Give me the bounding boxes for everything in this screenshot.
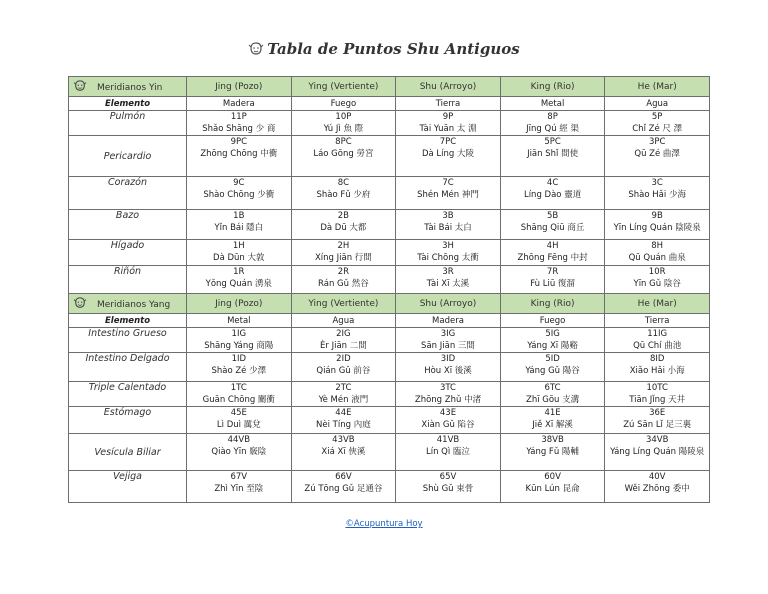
point-cell: [396, 136, 501, 177]
point-code: 41VB: [436, 435, 460, 445]
point-name: Qū Chí 曲池: [633, 341, 682, 351]
point-code: 11IG: [647, 329, 668, 339]
column-header: Shu (Arroyo): [396, 294, 501, 314]
point-code: 7C: [442, 178, 454, 188]
point-name: Jīng Qú 經 渠: [526, 124, 579, 134]
point-code: 36E: [649, 408, 666, 418]
point-code: 10TC: [646, 383, 668, 393]
meridian-name: Intestino Grueso: [69, 328, 187, 353]
point-code: 8C: [337, 178, 350, 188]
point-code: 38VB: [541, 435, 564, 445]
meridian-name: Triple Calentado: [69, 382, 187, 407]
face-icon: [248, 42, 264, 56]
yang-section-label: [69, 294, 187, 314]
point-cell: [500, 382, 605, 407]
point-name: Shǎo Shāng 少 商: [202, 124, 276, 134]
point-name: Shén Mén 神門: [417, 190, 479, 200]
point-name: Shù Gǔ 束骨: [422, 484, 474, 494]
table-row: [69, 240, 710, 266]
yin-header-row: [69, 77, 710, 97]
point-code: 4C: [546, 178, 559, 188]
element-cell: Madera: [187, 97, 292, 111]
point-code: 5B: [546, 211, 559, 221]
point-cell: [187, 266, 292, 294]
point-cell: [396, 210, 501, 240]
table-row: [69, 382, 710, 407]
table-row: [69, 210, 710, 240]
point-code: 1R: [233, 267, 245, 277]
point-code: 1B: [233, 211, 245, 221]
point-cell: [500, 240, 605, 266]
yin-elements-row: [69, 97, 710, 111]
point-cell: [500, 177, 605, 210]
point-name: Jiān Shǐ 間使: [527, 149, 579, 159]
point-name: Qiào Yīn 竅陰: [211, 447, 267, 457]
point-name: Dà Líng 大陵: [421, 149, 474, 159]
column-header: Shu (Arroyo): [396, 77, 501, 97]
meridian-name: Hígado: [69, 240, 187, 266]
point-code: 3TC: [439, 383, 456, 393]
point-code: 5IG: [545, 329, 560, 339]
column-header: Jing (Pozo): [187, 294, 292, 314]
point-cell: [291, 177, 396, 210]
point-code: 1TC: [230, 383, 247, 393]
point-code: 9P: [442, 112, 454, 122]
point-cell: [187, 353, 292, 382]
point-cell: [500, 407, 605, 434]
point-code: 44VB: [227, 435, 251, 445]
meridian-name: Pericardio: [69, 136, 187, 177]
point-cell: [605, 177, 710, 210]
point-cell: [396, 353, 501, 382]
point-code: 65V: [439, 472, 457, 482]
point-cell: [291, 240, 396, 266]
point-code: 2IG: [336, 329, 351, 339]
point-cell: [187, 111, 292, 136]
yang-elements-row: [69, 314, 710, 328]
element-cell: Metal: [500, 97, 605, 111]
point-code: 2R: [337, 267, 350, 277]
point-code: 1IG: [231, 329, 247, 339]
table-row: [69, 353, 710, 382]
point-name: Xiá Xī 俠溪: [321, 447, 366, 457]
point-cell: [500, 136, 605, 177]
point-name: Zú Tōng Gǔ 足通谷: [304, 484, 383, 494]
point-name: Zú Sān Lǐ 足三裏: [623, 420, 692, 430]
point-code: 6TC: [544, 383, 561, 393]
meridian-name: Riñón: [69, 266, 187, 294]
point-code: 9PC: [230, 137, 248, 147]
point-name: Dà Dū 大都: [320, 223, 367, 233]
point-code: 8H: [651, 241, 664, 251]
point-code: 2ID: [336, 354, 351, 364]
point-cell: [500, 353, 605, 382]
point-cell: [500, 434, 605, 471]
point-cell: [396, 111, 501, 136]
point-cell: [396, 328, 501, 353]
point-code: 3R: [442, 267, 454, 277]
point-name: Yīn Líng Quán 陰陵泉: [613, 223, 701, 233]
meridian-name: Corazón: [69, 177, 187, 210]
point-cell: [187, 471, 292, 503]
point-cell: [605, 328, 710, 353]
point-code: 8PC: [335, 137, 352, 147]
point-cell: [187, 382, 292, 407]
point-name: Shāng Yáng 商陽: [204, 341, 274, 351]
point-code: 3B: [442, 211, 454, 221]
table-row: [69, 434, 710, 471]
point-cell: [396, 434, 501, 471]
point-cell: [605, 210, 710, 240]
point-name: Shào Fǔ 少府: [316, 190, 371, 200]
shu-points-table: [68, 76, 710, 503]
point-cell: [396, 177, 501, 210]
element-cell: Metal: [187, 314, 292, 328]
point-cell: [187, 240, 292, 266]
point-name: Yǒng Quán 湧泉: [205, 279, 272, 289]
point-cell: [187, 177, 292, 210]
point-name: Zhì Yīn 至陰: [214, 484, 264, 494]
point-name: Tiān Jǐng 天井: [629, 395, 686, 405]
element-cell: Agua: [291, 314, 396, 328]
point-code: 11P: [230, 112, 247, 122]
point-cell: [291, 266, 396, 294]
point-code: 2H: [337, 241, 350, 251]
point-name: Shào Hǎi 少海: [628, 190, 686, 200]
point-name: Kūn Lún 昆侖: [525, 484, 580, 494]
point-code: 43E: [439, 408, 457, 418]
table-row: [69, 177, 710, 210]
point-name: Jiě Xī 解溪: [532, 420, 573, 430]
point-name: Tài Yuān 太 淵: [419, 124, 477, 134]
point-name: Shào Chōng 少衝: [203, 190, 275, 200]
point-name: Zhōng Zhǔ 中渚: [414, 395, 482, 405]
point-code: 3ID: [440, 354, 456, 364]
column-header: Jing (Pozo): [187, 77, 292, 97]
point-code: 1ID: [231, 354, 247, 364]
point-name: Líng Dào 靈道: [523, 190, 582, 200]
column-header: Ying (Vertiente): [291, 77, 396, 97]
point-code: 9C: [233, 178, 245, 188]
point-name: Zhī Gōu 支溝: [526, 395, 580, 405]
point-code: 5ID: [545, 354, 560, 364]
point-cell: [500, 111, 605, 136]
point-cell: [187, 328, 292, 353]
element-cell: Madera: [396, 314, 501, 328]
point-name: Qū Zé 曲澤: [634, 149, 680, 159]
yin-section-label: [69, 77, 187, 97]
point-cell: [187, 434, 292, 471]
point-name: Hòu Xī 後溪: [424, 366, 472, 376]
point-name: Yáng Xī 陽谿: [527, 341, 578, 351]
point-code: 9B: [651, 211, 663, 221]
column-header: King (Rio): [500, 77, 605, 97]
point-code: 2B: [337, 211, 350, 221]
column-header: King (Rio): [500, 294, 605, 314]
meridian-name: Intestino Delgado: [69, 353, 187, 382]
point-code: 2TC: [335, 383, 352, 393]
point-name: Yáng Líng Quán 陽陵泉: [610, 447, 705, 457]
element-cell: Tierra: [396, 97, 501, 111]
column-header: He (Mar): [605, 294, 710, 314]
table-row: [69, 136, 710, 177]
point-name: Yīn Gǔ 陰谷: [633, 279, 681, 289]
point-cell: [291, 407, 396, 434]
face-icon: [73, 297, 87, 309]
point-cell: [500, 328, 605, 353]
yin-section-label-text: Meridianos Yin: [97, 83, 163, 93]
point-cell: [500, 210, 605, 240]
point-code: 3IG: [440, 329, 456, 339]
point-code: 3PC: [648, 137, 666, 147]
point-cell: [500, 266, 605, 294]
point-code: 67V: [230, 472, 248, 482]
meridian-name: Vejiga: [69, 471, 187, 503]
yang-header-row: [69, 294, 710, 314]
point-name: Qián Gǔ 前谷: [316, 366, 371, 376]
point-name: Tài Xī 太溪: [426, 279, 470, 289]
point-code: 41E: [544, 408, 561, 418]
point-cell: [291, 434, 396, 471]
point-cell: [291, 328, 396, 353]
point-code: 8P: [547, 112, 558, 122]
point-cell: [187, 210, 292, 240]
point-cell: [605, 471, 710, 503]
point-cell: [291, 136, 396, 177]
point-name: Sān Jiān 三間: [421, 341, 475, 351]
point-code: 8ID: [649, 354, 665, 364]
meridian-name: Pulmón: [69, 111, 187, 136]
point-name: Zhōng Fēng 中封: [517, 253, 588, 263]
point-name: Dà Dūn 大敦: [213, 253, 265, 263]
point-code: 4H: [546, 241, 559, 251]
point-cell: [605, 240, 710, 266]
point-cell: [396, 266, 501, 294]
meridian-name: Estómago: [69, 407, 187, 434]
point-name: Shāng Qiū 商丘: [520, 223, 585, 233]
point-code: 45E: [230, 408, 247, 418]
point-cell: [605, 136, 710, 177]
point-cell: [396, 382, 501, 407]
point-code: 10R: [648, 267, 666, 277]
point-cell: [605, 111, 710, 136]
table-row: [69, 266, 710, 294]
point-cell: [605, 434, 710, 471]
point-code: 60V: [544, 472, 561, 482]
point-code: 34VB: [645, 435, 669, 445]
point-name: Zhōng Chōng 中衝: [200, 149, 278, 159]
point-name: Wěi Zhōng 委中: [624, 484, 690, 494]
point-code: 10P: [335, 112, 352, 122]
point-name: Tài Chōng 太衝: [417, 253, 479, 263]
face-icon: [73, 80, 87, 92]
point-cell: [291, 382, 396, 407]
table-row: [69, 328, 710, 353]
point-cell: [187, 136, 292, 177]
table-row: [69, 471, 710, 503]
point-name: Èr Jiān 二間: [320, 341, 367, 351]
point-cell: [396, 240, 501, 266]
element-cell: Fuego: [500, 314, 605, 328]
elements-label: Elemento: [69, 97, 187, 111]
point-code: 5P: [651, 112, 663, 122]
point-name: Tài Bái 太白: [424, 223, 472, 233]
point-cell: [605, 353, 710, 382]
point-name: Lín Qì 臨泣: [426, 447, 470, 457]
point-code: 7R: [546, 267, 559, 277]
point-cell: [605, 382, 710, 407]
element-cell: Agua: [605, 97, 710, 111]
point-name: Yǐn Bái 隱白: [214, 223, 264, 233]
point-cell: [396, 407, 501, 434]
elements-label: Elemento: [69, 314, 187, 328]
meridian-name: Vesícula Biliar: [69, 434, 187, 471]
point-name: Xíng Jiān 行間: [314, 253, 372, 263]
point-name: Chǐ Zé 尺 澤: [632, 124, 683, 134]
point-name: Shào Zé 少澤: [211, 366, 267, 376]
page-title: [0, 40, 768, 58]
point-cell: [291, 353, 396, 382]
element-cell: Fuego: [291, 97, 396, 111]
point-cell: [500, 471, 605, 503]
point-code: 3H: [442, 241, 454, 251]
point-code: 7PC: [439, 137, 457, 147]
meridian-name: Bazo: [69, 210, 187, 240]
point-code: 43VB: [332, 435, 355, 445]
point-cell: [291, 471, 396, 503]
point-code: 5PC: [544, 137, 561, 147]
point-name: Láo Gōng 勞宮: [313, 149, 374, 159]
point-name: Guān Chōng 關衝: [202, 395, 275, 405]
point-name: Lì Duì 厲兌: [216, 420, 261, 430]
point-name: Xiǎo Hǎi 小海: [629, 366, 685, 376]
point-name: Nèi Tíng 內庭: [316, 420, 371, 430]
table-row: [69, 407, 710, 434]
copyright-link[interactable]: ©Acupuntura Hoy: [345, 519, 423, 529]
point-name: Yú Jì 魚 際: [323, 124, 364, 134]
page-title-text: Tabla de Puntos Shu Antiguos: [267, 40, 520, 58]
point-name: Qū Quán 曲泉: [628, 253, 686, 263]
point-name: Xiàn Gǔ 陷谷: [421, 420, 475, 430]
point-cell: [605, 266, 710, 294]
point-code: 44E: [335, 408, 352, 418]
point-name: Yè Mén 液門: [318, 395, 369, 405]
point-code: 40V: [648, 472, 666, 482]
table-row: [69, 111, 710, 136]
column-header: Ying (Vertiente): [291, 294, 396, 314]
point-name: Yáng Fǔ 陽輔: [526, 447, 579, 457]
point-cell: [187, 407, 292, 434]
point-cell: [396, 471, 501, 503]
yang-section-label-text: Meridianos Yang: [97, 300, 171, 310]
point-cell: [291, 111, 396, 136]
point-cell: [291, 210, 396, 240]
point-name: Rán Gǔ 然谷: [318, 279, 369, 289]
point-code: 1H: [232, 241, 245, 251]
element-cell: Tierra: [605, 314, 710, 328]
point-code: 3C: [651, 178, 663, 188]
point-code: 66V: [335, 472, 352, 482]
point-name: Yáng Gǔ 陽谷: [525, 366, 580, 376]
column-header: He (Mar): [605, 77, 710, 97]
point-name: Fù Liū 復溜: [530, 279, 575, 289]
point-cell: [605, 407, 710, 434]
